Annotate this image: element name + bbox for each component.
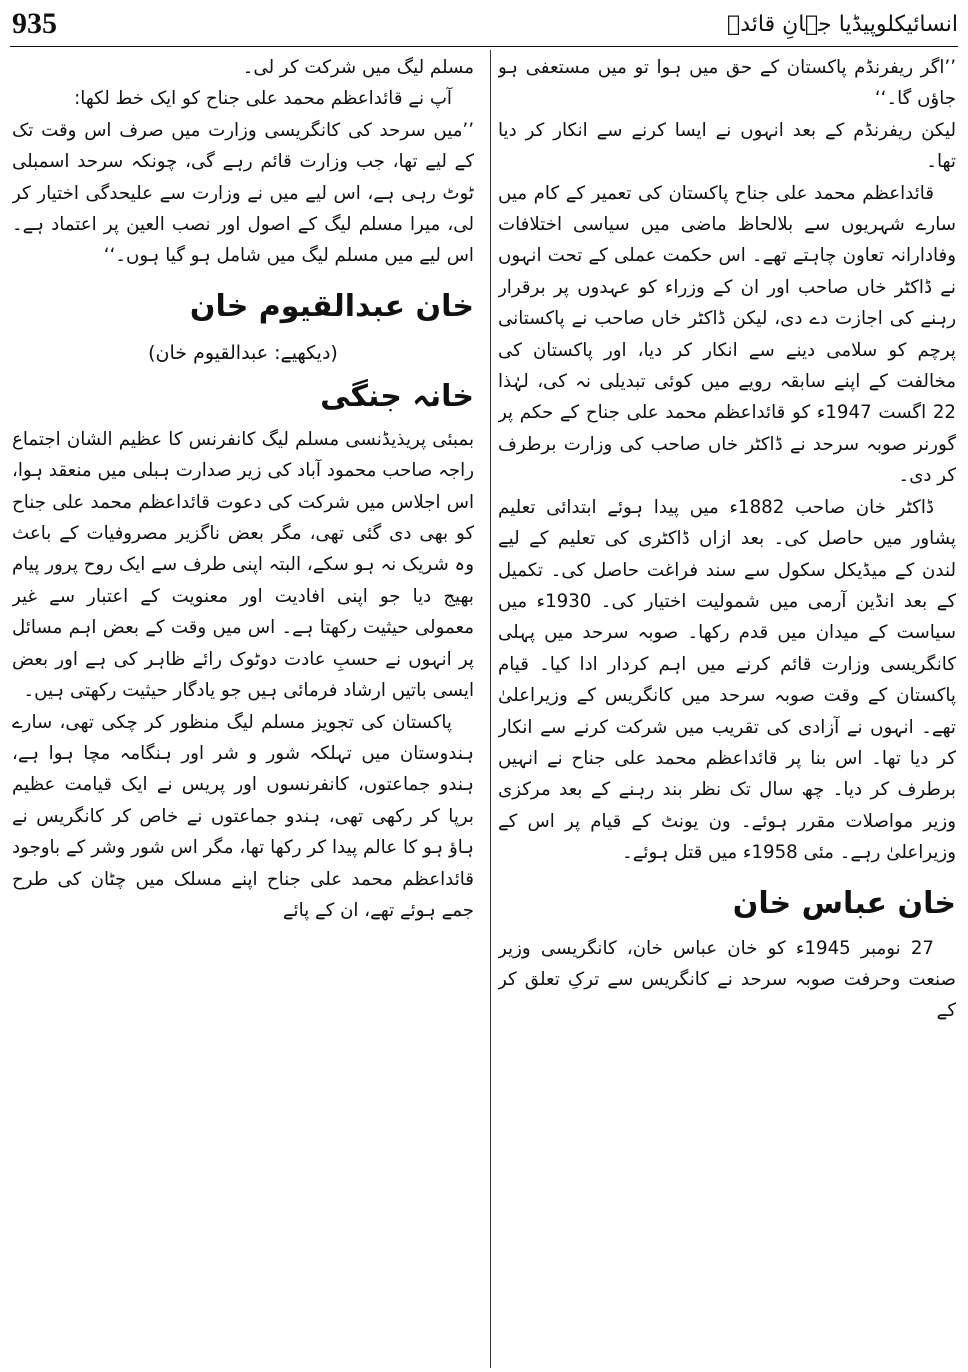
book-title: انسائیکلوپیڈیا جہانِ قائدؒ	[727, 12, 958, 37]
paragraph: آپ نے قائداعظم محمد علی جناح کو ایک خط لکھا:	[74, 88, 452, 110]
section-heading: خان عبدالقیوم خان	[189, 288, 474, 324]
paragraph: 27 نومبر 1945ء کو خان عباس خان، کانگریسی وزیر صنعت وحرفت صوبہ سرحد نے کانگریس سے ترکِ تعلق کر کے	[498, 937, 956, 1022]
see-also-reference: (دیکھیے: عبدالقیوم خان)	[148, 341, 338, 364]
paragraph: لیکن ریفرنڈم کے بعد انہوں نے ایسا کرنے سے انکار کر دیا تھا۔	[498, 119, 956, 173]
section-heading: خان عباس خان	[732, 885, 956, 921]
page-number: 935	[12, 7, 57, 40]
paragraph: قائداعظم محمد علی جناح پاکستان کی تعمیر کے کام میں سارے شہریوں سے بلالحاظ ماضی میں سیاسی اختلافات وفادارانہ تعاون چاہتے تھے۔ اس حکمت عملی کے تحت انہوں نے ڈاکٹر خاں صاحب اور ان کے وزراء کو عہدوں پر برقرار رہنے کی اجازت دے دی، لیکن ڈاکٹر خاں صاحب نے پاکستانی پرچم کو سلامی دینے سے انکار کر دیا، اور پاکستان کی مخالفت کے اپنے سابقہ رویے میں کوئی تبدیلی نہ کی، لہٰذا 22 اگست 1947ء کو قائداعظم محمد علی جناح کے حکم پر گورنر صوبہ سرحد نے ڈاکٹر خاں صاحب کی وزارت برطرف کر دی۔	[498, 182, 956, 487]
page-header	[0, 0, 968, 48]
paragraph: بمبئی پریذیڈنسی مسلم لیگ کانفرنس کا عظیم الشان اجتماع راجہ صاحب محمود آباد کی زیر صدارت ہبلی میں منعقد ہوا، اس اجلاس میں شرکت کی دعوت قائداعظم محمد علی جناح کو بھی دی گئی تھی، مگر بعض ناگزیر مصروفیات کے باعث وہ شریک نہ ہو سکے، البتہ اپنی طرف سے ایک روح پرور پیام بھیج دیا جو اپنی افادیت اور معنویت کے اعتبار سے غیر معمولی حیثیت رکھتا ہے۔ اس میں وقت کے بعض اہم مسائل پر انہوں نے حسبِ عادت دوٹوک رائے ظاہر کی ہے اور بعض ایسی باتیں ارشاد فرمائی ہیں جو یادگار حیثیت رکھتی ہیں۔	[12, 428, 474, 702]
quote-paragraph: ’’میں سرحد کی کانگریسی وزارت میں صرف اس وقت تک کے لیے تھا، جب وزارت قائم رہے گی، چونکہ سرحد اسمبلی ٹوٹ رہی ہے، اس لیے میں نے وزارت سے علیحدگی اختیار کر لی، میرا مسلم لیگ کے اصول اور نصب العین پر اعتماد ہے۔ اس لیے میں مسلم لیگ میں شامل ہو گیا ہوں۔‘‘	[12, 119, 474, 267]
section-heading: خانہ جنگی	[320, 378, 474, 414]
right-column	[498, 52, 956, 1368]
paragraph: مسلم لیگ میں شرکت کر لی۔	[242, 57, 474, 78]
left-column	[12, 52, 474, 1368]
column-divider	[490, 50, 491, 1368]
paragraph: ’’اگر ریفرنڈم پاکستان کے حق میں ہوا تو میں مستعفی ہو جاؤں گا۔‘‘	[498, 57, 956, 110]
header-rule	[10, 46, 958, 47]
paragraph: ڈاکٹر خان صاحب 1882ء میں پیدا ہوئے ابتدائی تعلیم پشاور میں حاصل کی۔ بعد ازاں ڈاکٹری کی تعلیم کے لیے لندن کے میڈیکل سکول سے سند فراغت حاصل کی۔ تکمیل کے بعد انڈین آرمی میں شمولیت اختیار کی۔ 1930ء میں سیاست کے میدان میں قدم رکھا۔ صوبہ سرحد میں پہلی کانگریسی وزارت قائم کرنے میں اہم کردار ادا کیا۔ قیام پاکستان کے وقت صوبہ سرحد میں کانگریس کے وزیراعلیٰ تھے۔ انہوں نے آزادی کی تقریب میں شرکت کرنے سے انکار کر دیا تھا۔ اس بنا پر قائداعظم محمد علی جناح نے انہیں برطرف کر دیا۔ چھ سال تک نظر بند رہنے کے بعد مرکزی وزیر مواصلات مقرر ہوئے۔ ون یونٹ کے قیام پر اس کے وزیراعلیٰ رہے۔ مئی 1958ء میں قتل ہوئے۔	[498, 496, 956, 864]
paragraph: پاکستان کی تجویز مسلم لیگ منظور کر چکی تھی، سارے ہندوستان میں تہلکہ شور و شر اور ہنگامہ مچا ہوا ہے، ہندو جماعتوں، کانفرنسوں اور پریس نے ایک قیامت عظیم برپا کر رکھی تھی، ہندو جماعتوں نے خاص کر کانگریس نے ہاؤ ہو کا عالم پیدا کر رکھا تھا، مگر اس شور وشر کے باوجود قائداعظم محمد علی جناح اپنے مسلک میں چٹان کی طرح جمے ہوئے تھے، ان کے پائے	[12, 711, 474, 921]
